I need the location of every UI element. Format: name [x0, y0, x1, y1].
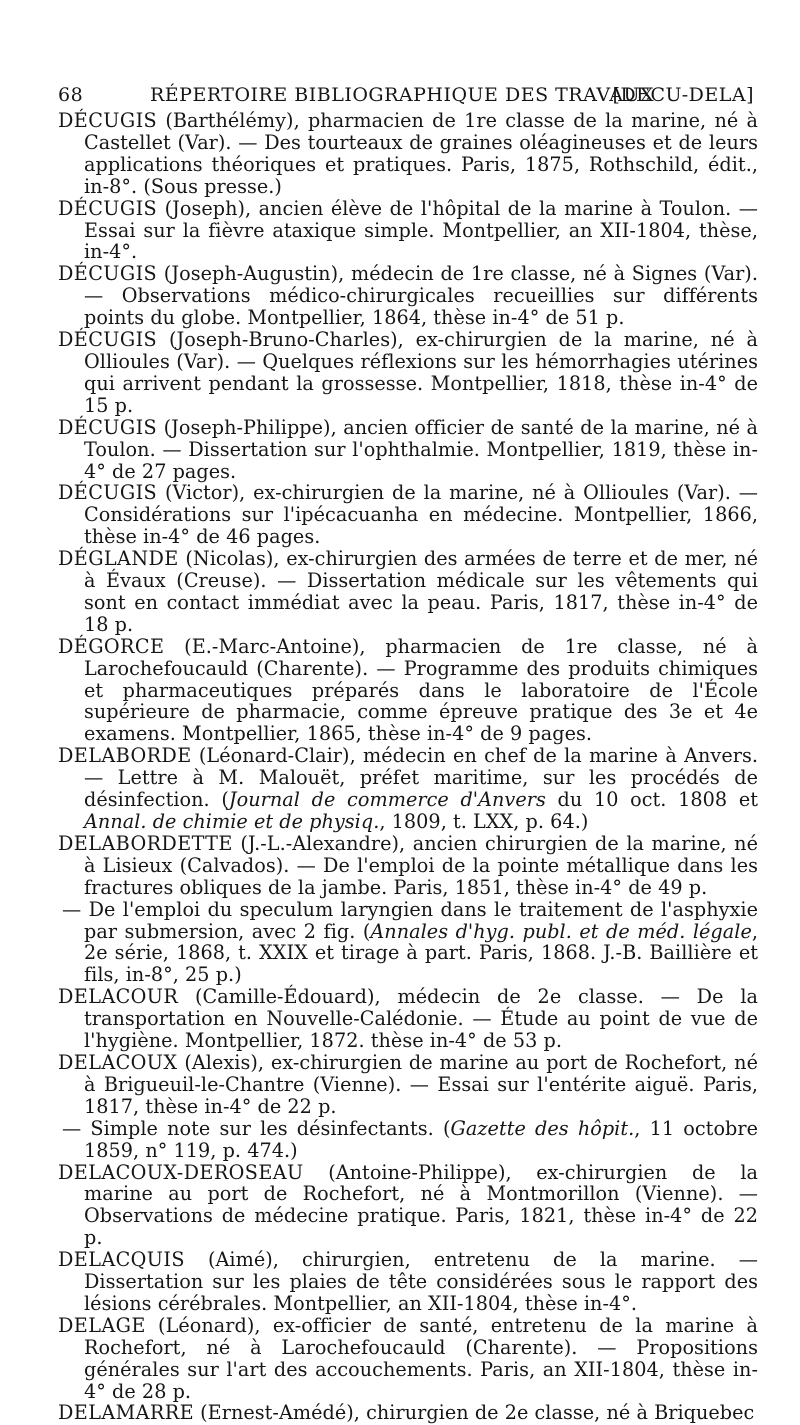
- entry-text: (Alexis), ex-chirurgien de marine au port de Rochefort, né à Brigueuil-le-Chantre (Vienne). — Essai sur l'entérite aiguë. Paris, 1817, thèse in-4° de 22 p.: [84, 1050, 758, 1118]
- entry-name: DÉGLANDE: [58, 547, 179, 571]
- entry-name: DELACOUR: [58, 985, 179, 1009]
- entry-text: (Barthélémy), pharmacien de 1re classe de la marine, né à Castellet (Var). — Des tourteaux de graines oléagineuses et de leurs applications théoriques et pratiques. Paris, 1875, Rothschild, édit., in-8°. (Sous presse.): [84, 109, 758, 198]
- entry-name: DELACQUIS: [58, 1248, 185, 1272]
- entry-text: (Léonard-Clair), médecin en chef de la marine à Anvers. — Lettre à M. Malouët, préfet maritime, sur les procédés de désinfection. (: [84, 744, 758, 812]
- entry-delaborde: [58, 745, 758, 833]
- entry-text: , 2e série, 1868, t. XXIX et tirage à part. Paris, 1868. J.-B. Baillière et fils, in-8°, 25 p.): [84, 919, 759, 987]
- entry-name: DELACOUX: [58, 1050, 178, 1074]
- entry-text: — Simple note sur les désinfectants. (: [62, 1116, 451, 1140]
- entry-name: DÉCUGIS: [58, 262, 158, 286]
- entry-text: (Ernest-Amédé), chirurgien de 2e classe, né à Briquebec: [194, 1401, 755, 1425]
- bibliography-entries: [58, 110, 758, 1424]
- entry-text: (Joseph-Philippe), ancien officier de santé de la marine, né à Toulon. — Dissertation sur l'ophthalmie. Montpellier, 1819, thèse in-4° de 27 pages.: [84, 415, 758, 483]
- entry-name: DELABORDE: [58, 744, 192, 768]
- entry-text: (Victor), ex-chirurgien de la marine, né à Ollioules (Var). — Considérations sur l'ipécacuanha en médecine. Montpellier, 1866, thèse in-4° de 46 pages.: [84, 481, 758, 549]
- entry-decugis-joseph-bruno-charles: [58, 329, 758, 417]
- entry-name: DELACOUX-DEROSEAU: [58, 1160, 304, 1184]
- entry-delacquis: [58, 1249, 758, 1315]
- journal-title: Annal. de chimie et de physiq.: [84, 810, 380, 833]
- entry-text: (Antoine-Philippe), ex-chirurgien de la marine au port de Rochefort, né à Montmorillon (Vienne). — Observations de médecine pratique. Paris, 1821, thèse in-4° de 22 p.: [84, 1160, 758, 1250]
- entry-name: DÉCUGIS: [58, 481, 158, 505]
- entry-text: (Léonard), ex-officier de santé, entretenu de la marine à Rochefort, né à Larochefoucauld (Charente). — Propositions générales sur l'art des accouchements. Paris, an XII-1804, thèse in-4° de 28 p.: [84, 1313, 758, 1403]
- entry-decugis-barthelemy: [58, 110, 758, 198]
- entry-decugis-joseph-augustin: [58, 263, 758, 329]
- entry-name: DÉCUGIS: [58, 328, 158, 352]
- page-header: [58, 72, 754, 112]
- entry-name: DELAMARRE: [58, 1401, 194, 1425]
- entry-decugis-victor: [58, 482, 758, 548]
- entry-name: DÉCUGIS: [58, 415, 158, 439]
- entry-text: — De l'emploi du speculum laryngien dans le traitement de l'asphyxie par submersion, avec 2 fig. (: [62, 897, 758, 943]
- entry-delage: [58, 1315, 758, 1403]
- entry-text: , 1809, t. LXX, p. 64.): [379, 810, 589, 833]
- running-title: RÉPERTOIRE BIBLIOGRAPHIQUE DES TRAVAUX: [150, 84, 655, 106]
- entry-decugis-joseph-philippe: [58, 417, 758, 483]
- entry-delabordette-continued: [58, 899, 758, 987]
- entry-delacoux: [58, 1052, 758, 1118]
- entry-text: (Joseph-Augustin), médecin de 1re classe, né à Signes (Var). — Observations médico-chirurgicales recueillies sur différents points du globe. Montpellier, 1864, thèse in-4° de 51 p.: [84, 262, 758, 330]
- entry-text: (Camille-Édouard), médecin de 2e classe. — De la transportation en Nouvelle-Calédonie. — Étude au point de vue de l'hygiène. Montpellier, 1872. thèse in-4° de 53 p.: [84, 985, 758, 1053]
- entry-name: DELABORDETTE: [58, 831, 233, 855]
- entry-text: (Joseph-Bruno-Charles), ex-chirurgien de la marine, né à Ollioules (Var). — Quelques réflexions sur les hémorrhagies utérines qui arrivent pendant la grossesse. Montpellier, 1818, thèse in-4° de 15 p.: [84, 328, 758, 417]
- entry-text: (J.-L.-Alexandre), ancien chirurgien de la marine, né à Lisieux (Calvados). — De l'emploi de la pointe métallique dans les fractures obliques de la jambe. Paris, 1851, thèse in-4° de 49 p.: [84, 831, 758, 899]
- alphabetical-range: [DECU-DELA]: [612, 84, 754, 106]
- entry-name: DÉCUGIS: [58, 196, 158, 220]
- entry-name: DÉGORCE: [58, 634, 165, 658]
- page-number: 68: [58, 84, 84, 106]
- entry-delacoux-deroseau: [58, 1162, 758, 1250]
- entry-name: DÉCUGIS: [58, 109, 158, 132]
- journal-title: Annales d'hyg. publ. et de méd. légale: [370, 919, 752, 943]
- entry-name: DELAGE: [58, 1313, 146, 1337]
- entry-delacoux-continued: [58, 1118, 758, 1162]
- entry-deglande: [58, 548, 758, 636]
- entry-text: , 11 octobre 1859, n° 119, p. 474.): [84, 1116, 759, 1162]
- journal-title: Journal de commerce d'Anvers: [228, 788, 546, 812]
- entry-text: (Joseph), ancien élève de l'hôpital de la marine à Toulon. — Essai sur la fièvre ataxique simple. Montpellier, an XII-1804, thèse, in-4°.: [84, 196, 758, 264]
- entry-delacour: [58, 986, 758, 1052]
- journal-title: Gazette des hôpit.: [450, 1116, 635, 1140]
- entry-delabordette: [58, 833, 758, 899]
- entry-text: (E.-Marc-Antoine), pharmacien de 1re classe, né à Larochefoucauld (Charente). — Programme des produits chimiques et pharmaceutiques préparés dans le laboratoire de l'École supérieure de pharmacie, comme épreuve pratique des 3e et 4e examens. Montpellier, 1865, thèse in-4° de 9 pages.: [84, 634, 758, 746]
- entry-degorce: [58, 636, 758, 746]
- entry-delamarre: [58, 1402, 758, 1424]
- entry-text: (Aimé), chirurgien, entretenu de la marine. — Dissertation sur les plaies de tête considérées sous le rapport des lésions cérébrales. Montpellier, an XII-1804, thèse in-4°.: [84, 1248, 758, 1315]
- entry-text: du 10 oct. 1808 et: [545, 788, 758, 812]
- entry-decugis-joseph: [58, 198, 758, 264]
- entry-text: (Nicolas), ex-chirurgien des armées de terre et de mer, né à Évaux (Creuse). — Dissertation médicale sur les vêtements qui sont en contact immédiat avec la peau. Paris, 1817, thèse in-4° de 18 p.: [84, 547, 758, 636]
